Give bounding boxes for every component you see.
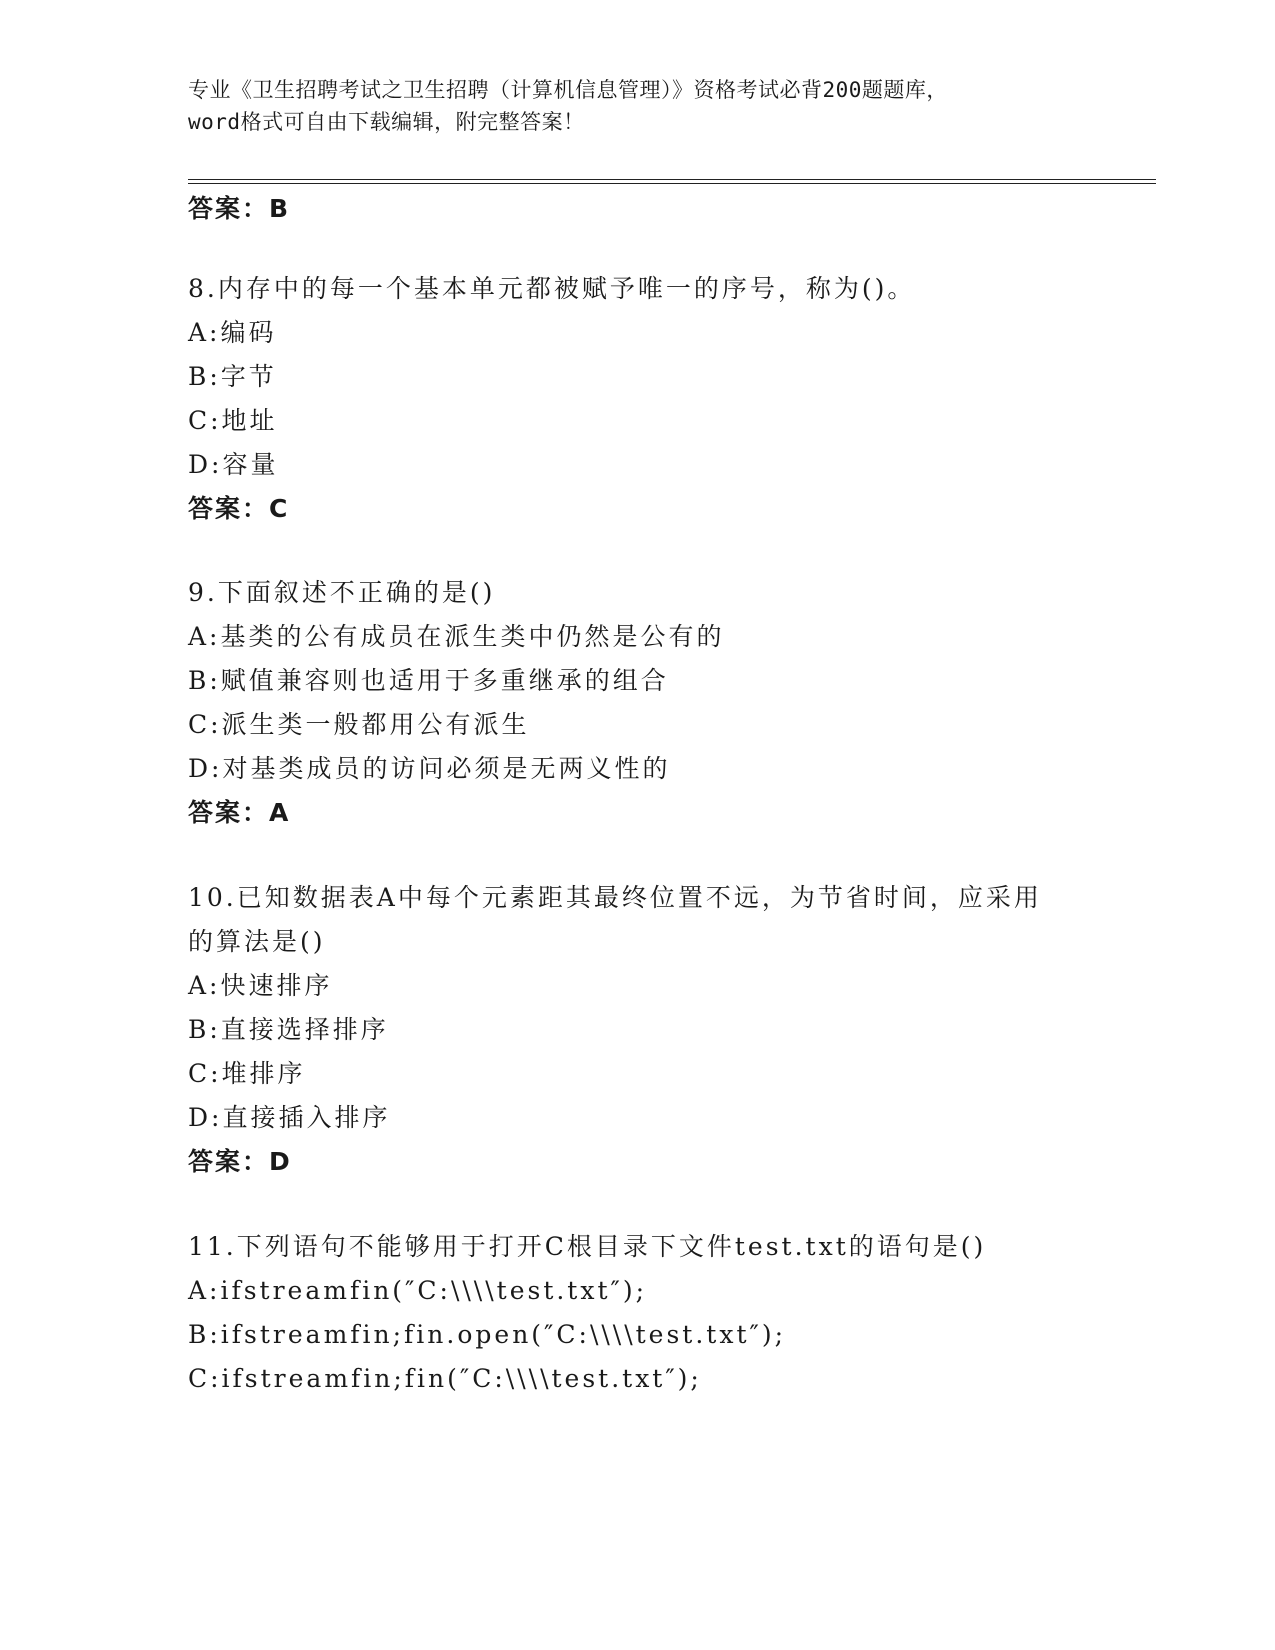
question-11-option-a: A:ifstreamfin(″C:\\\\test.txt″); bbox=[188, 1276, 648, 1305]
question-10-stem-line-1: 10.已知数据表A中每个元素距其最终位置不远，为节省时间，应采用 bbox=[188, 883, 1042, 912]
question-11-option-c: C:ifstreamfin;fin(″C:\\\\test.txt″); bbox=[188, 1364, 702, 1393]
question-9-stem: 9.下面叙述不正确的是() bbox=[188, 578, 496, 607]
header-title-line-2: word格式可自由下载编辑，附完整答案！ bbox=[188, 110, 585, 134]
answer-q8: 答案：C bbox=[188, 494, 290, 523]
question-11-option-b: B:ifstreamfin;fin.open(″C:\\\\test.txt″); bbox=[188, 1320, 786, 1349]
question-9-option-a: A:基类的公有成员在派生类中仍然是公有的 bbox=[188, 622, 725, 651]
question-11-stem: 11.下列语句不能够用于打开C根目录下文件test.txt的语句是() bbox=[188, 1232, 987, 1261]
question-10-option-d: D:直接插入排序 bbox=[188, 1103, 391, 1132]
header-divider bbox=[188, 179, 1156, 184]
question-8-option-b: B:字节 bbox=[188, 362, 277, 391]
answer-q7: 答案：B bbox=[188, 194, 291, 223]
question-8-option-d: D:容量 bbox=[188, 450, 279, 479]
answer-q9: 答案：A bbox=[188, 798, 291, 827]
document-header bbox=[188, 74, 1088, 138]
header-title-line-1: 专业《卫生招聘考试之卫生招聘（计算机信息管理）》资格考试必背200题题库， bbox=[188, 78, 948, 102]
question-8-stem: 8.内存中的每一个基本单元都被赋予唯一的序号，称为()。 bbox=[188, 274, 916, 303]
question-9-option-b: B:赋值兼容则也适用于多重继承的组合 bbox=[188, 666, 669, 695]
question-10-option-b: B:直接选择排序 bbox=[188, 1015, 389, 1044]
question-8-option-a: A:编码 bbox=[188, 318, 277, 347]
question-8-option-c: C:地址 bbox=[188, 406, 278, 435]
question-9-option-d: D:对基类成员的访问必须是无两义性的 bbox=[188, 754, 671, 783]
question-10-option-c: C:堆排序 bbox=[188, 1059, 306, 1088]
question-9-option-c: C:派生类一般都用公有派生 bbox=[188, 710, 530, 739]
question-10-stem-line-2: 的算法是() bbox=[188, 927, 326, 956]
question-10-option-a: A:快速排序 bbox=[188, 971, 333, 1000]
answer-q10: 答案：D bbox=[188, 1147, 292, 1176]
